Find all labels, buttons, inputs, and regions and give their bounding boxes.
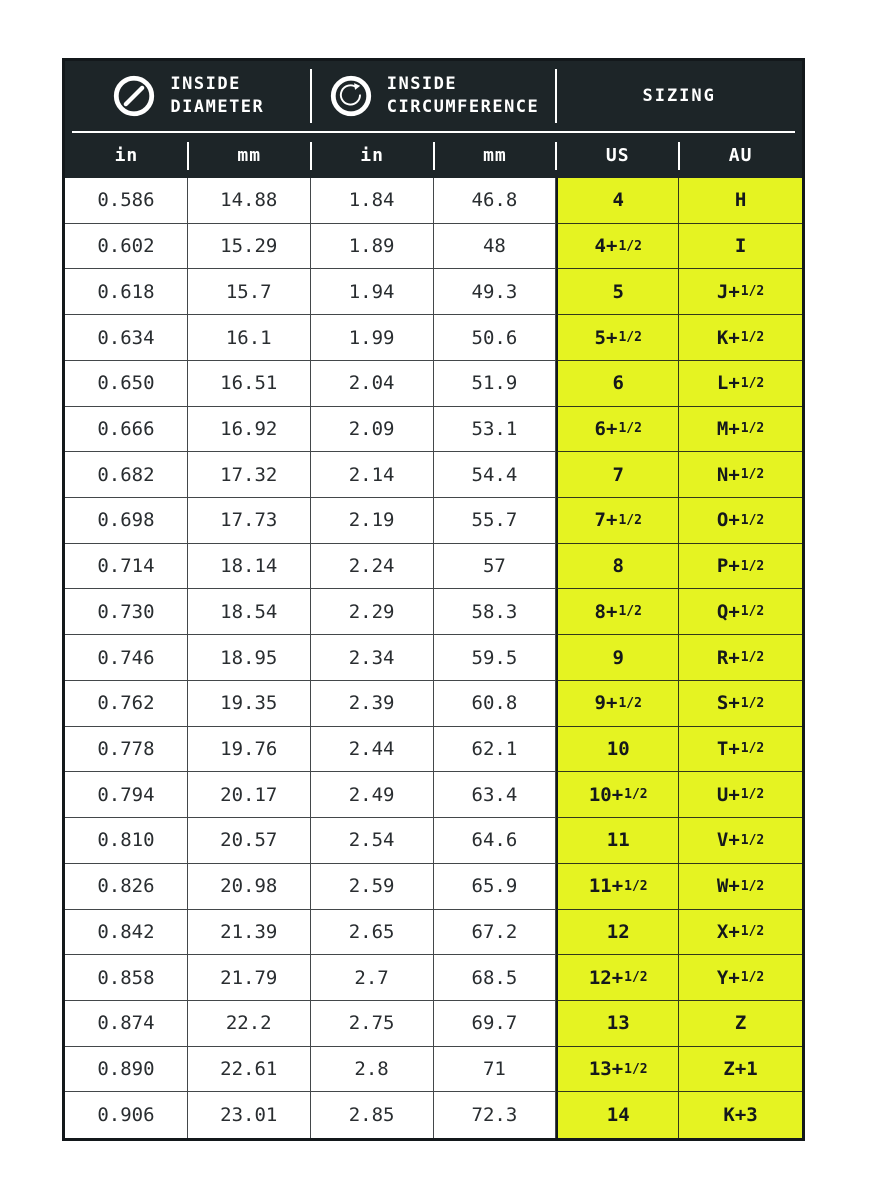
size-value: 10+ [588,783,624,806]
size-cell [556,407,679,453]
measurement-cell: 2.34 [311,635,434,681]
table-row [65,1001,802,1047]
measurement-cell: 15.29 [188,224,311,270]
measurement-cell: 55.7 [434,498,557,544]
measurement-cell: 1.84 [311,178,434,224]
measurement-cell: 2.85 [311,1092,434,1138]
size-fraction: 1/2 [740,512,765,528]
measurement-cell: 0.650 [65,361,188,407]
table-row [65,361,802,407]
size-value: Q+ [716,600,740,623]
size-cell [556,224,679,270]
size-fraction: 1/2 [740,330,765,346]
size-value: 7+ [594,509,618,532]
size-cell: 11 [556,818,679,864]
measurement-cell: 16.51 [188,361,311,407]
measurement-cell: 2.75 [311,1001,434,1047]
size-cell: 7 [556,452,679,498]
size-value: 11+ [588,875,624,898]
size-cell: 10 [556,727,679,773]
column-header-row [65,133,802,178]
measurement-cell: 20.57 [188,818,311,864]
size-value: O+ [716,509,740,532]
measurement-cell: 19.35 [188,681,311,727]
column-header-au-size: AU [679,133,802,178]
size-cell: 8 [556,544,679,590]
header-group-separator [555,69,557,123]
size-cell: Z+1 [679,1047,802,1093]
measurement-cell: 14.88 [188,178,311,224]
table-row [65,452,802,498]
measurement-cell: 17.32 [188,452,311,498]
measurement-cell: 19.76 [188,727,311,773]
header-group-inside-circumference [311,61,557,131]
size-cell: Z [679,1001,802,1047]
header-group-label [170,73,264,119]
size-fraction: 1/2 [740,650,765,666]
table-row [65,224,802,270]
measurement-cell: 0.634 [65,315,188,361]
ring-size-conversion-table [62,58,805,1141]
measurement-cell: 2.54 [311,818,434,864]
measurement-cell: 2.09 [311,407,434,453]
size-cell [556,772,679,818]
size-cell: H [679,178,802,224]
measurement-cell: 57 [434,544,557,590]
table-row [65,178,802,224]
size-fraction: 1/2 [740,284,765,300]
size-fraction: 1/2 [618,421,642,437]
table-row [65,818,802,864]
measurement-cell: 0.730 [65,589,188,635]
measurement-cell: 16.1 [188,315,311,361]
table-row [65,407,802,453]
size-value: 4+ [594,235,618,258]
table-row [65,772,802,818]
measurement-cell: 0.890 [65,1047,188,1093]
header-group-label [387,73,540,119]
size-cell: 14 [556,1092,679,1138]
size-fraction: 1/2 [740,421,765,437]
size-value: R+ [716,646,740,669]
table-row [65,864,802,910]
measurement-cell: 0.906 [65,1092,188,1138]
size-value: P+ [716,555,740,578]
size-fraction: 1/2 [740,832,765,848]
measurement-cell: 21.39 [188,910,311,956]
measurement-cell: 23.01 [188,1092,311,1138]
size-cell [556,1047,679,1093]
measurement-cell: 16.92 [188,407,311,453]
measurement-cell: 2.49 [311,772,434,818]
header-group-inside-diameter [65,61,311,131]
size-cell: 13 [556,1001,679,1047]
size-cell [679,544,802,590]
measurement-cell: 0.698 [65,498,188,544]
measurement-cell: 51.9 [434,361,557,407]
size-fraction: 1/2 [740,924,765,940]
measurement-cell: 0.858 [65,955,188,1001]
size-cell [556,315,679,361]
measurement-cell: 59.5 [434,635,557,681]
measurement-cell: 0.746 [65,635,188,681]
size-cell [679,315,802,361]
table-row [65,910,802,956]
measurement-cell: 67.2 [434,910,557,956]
table-row [65,544,802,590]
size-fraction: 1/2 [618,330,642,346]
size-value: M+ [716,417,740,440]
size-cell [679,452,802,498]
measurement-cell: 60.8 [434,681,557,727]
header-label-line2: DIAMETER [170,97,265,117]
size-fraction: 1/2 [740,970,765,986]
measurement-cell: 21.79 [188,955,311,1001]
measurement-cell: 71 [434,1047,557,1093]
column-header-diameter-in: in [114,145,139,166]
measurement-cell: 2.59 [311,864,434,910]
table-row [65,589,802,635]
header-label-line1: INSIDE [386,74,458,95]
column-header-circumference-mm: mm [434,133,557,178]
size-cell: 4 [556,178,679,224]
measurement-cell: 2.44 [311,727,434,773]
table-row [65,1092,802,1138]
size-fraction: 1/2 [740,558,765,574]
table-row [65,681,802,727]
measurement-cell: 53.1 [434,407,557,453]
size-fraction: 1/2 [740,695,765,711]
measurement-cell: 0.826 [65,864,188,910]
size-value: 8+ [594,600,618,623]
size-value: 5+ [594,326,618,349]
size-value: U+ [716,783,740,806]
header-label-sizing: SIZING [642,86,716,106]
size-value: 9+ [594,692,618,715]
size-value: L+ [716,372,740,395]
measurement-cell: 0.618 [65,269,188,315]
measurement-cell: 49.3 [434,269,557,315]
size-fraction: 1/2 [740,787,765,803]
measurement-cell: 2.39 [311,681,434,727]
measurement-cell: 2.8 [311,1047,434,1093]
measurement-cell: 0.778 [65,727,188,773]
measurement-cell: 0.762 [65,681,188,727]
size-fraction: 1/2 [740,741,765,757]
measurement-cell: 0.602 [65,224,188,270]
size-value: T+ [716,737,740,760]
header-label-line2: CIRCUMFERENCE [386,97,540,117]
size-value: 13+ [588,1058,624,1081]
measurement-cell: 0.714 [65,544,188,590]
measurement-cell: 2.19 [311,498,434,544]
size-cell [679,955,802,1001]
measurement-cell: 2.24 [311,544,434,590]
size-cell [679,361,802,407]
size-cell [679,727,802,773]
size-fraction: 1/2 [624,787,648,803]
size-cell [679,269,802,315]
table-row [65,1047,802,1093]
measurement-cell: 1.94 [311,269,434,315]
header-group-separator [310,69,312,123]
header-label-line1: INSIDE [170,74,241,95]
size-cell [679,864,802,910]
size-value: J+ [716,280,740,303]
size-fraction: 1/2 [740,467,765,483]
size-value: S+ [716,692,740,715]
measurement-cell: 2.7 [311,955,434,1001]
size-fraction: 1/2 [740,878,765,894]
size-cell [556,589,679,635]
measurement-cell: 22.2 [188,1001,311,1047]
size-fraction: 1/2 [618,604,642,620]
size-cell: 12 [556,910,679,956]
size-cell [679,589,802,635]
size-cell: I [679,224,802,270]
measurement-cell: 2.14 [311,452,434,498]
size-fraction: 1/2 [624,878,648,894]
size-cell [556,864,679,910]
measurement-cell: 62.1 [434,727,557,773]
measurement-cell: 18.54 [188,589,311,635]
size-fraction: 1/2 [740,604,765,620]
table-row [65,498,802,544]
measurement-cell: 48 [434,224,557,270]
size-cell [679,635,802,681]
measurement-cell: 63.4 [434,772,557,818]
measurement-cell: 0.586 [65,178,188,224]
measurement-cell: 2.29 [311,589,434,635]
size-fraction: 1/2 [624,970,648,986]
header-group-sizing [556,61,802,131]
measurement-cell: 68.5 [434,955,557,1001]
measurement-cell: 64.6 [434,818,557,864]
measurement-cell: 15.7 [188,269,311,315]
size-fraction: 1/2 [618,238,642,254]
measurement-cell: 54.4 [434,452,557,498]
size-cell: 6 [556,361,679,407]
measurement-cell: 0.682 [65,452,188,498]
size-cell [556,955,679,1001]
measurement-cell: 46.8 [434,178,557,224]
column-header-us-size: US [556,133,679,178]
size-cell [679,910,802,956]
size-cell [679,772,802,818]
measurement-cell: 0.666 [65,407,188,453]
measurement-cell: 72.3 [434,1092,557,1138]
size-value: K+ [716,326,740,349]
table-row [65,315,802,361]
measurement-cell: 18.95 [188,635,311,681]
measurement-cell: 1.99 [311,315,434,361]
size-fraction: 1/2 [618,512,642,528]
measurement-cell: 65.9 [434,864,557,910]
table-row [65,635,802,681]
measurement-cell: 1.89 [311,224,434,270]
column-header-diameter-mm: mm [188,133,311,178]
table-row [65,727,802,773]
size-cell [556,498,679,544]
header-group-row [65,61,802,131]
size-value: X+ [716,920,740,943]
size-cell [679,407,802,453]
size-cell [679,498,802,544]
size-cell: 5 [556,269,679,315]
measurement-cell: 2.65 [311,910,434,956]
measurement-cell: 0.874 [65,1001,188,1047]
size-fraction: 1/2 [618,695,642,711]
measurement-cell: 0.810 [65,818,188,864]
diameter-icon [111,73,157,119]
size-cell [679,818,802,864]
measurement-cell: 69.7 [434,1001,557,1047]
size-cell: K+3 [679,1092,802,1138]
table-body [65,178,802,1138]
size-value: 12+ [588,966,624,989]
size-cell: 9 [556,635,679,681]
table-row [65,269,802,315]
size-cell [679,681,802,727]
measurement-cell: 0.842 [65,910,188,956]
size-cell [556,681,679,727]
size-value: N+ [716,463,740,486]
size-value: V+ [716,829,740,852]
table-row [65,955,802,1001]
measurement-cell: 50.6 [434,315,557,361]
size-value: 6+ [594,417,618,440]
size-value: Y+ [716,966,740,989]
measurement-cell: 2.04 [311,361,434,407]
measurement-cell: 18.14 [188,544,311,590]
measurement-cell: 58.3 [434,589,557,635]
measurement-cell: 0.794 [65,772,188,818]
size-value: W+ [716,875,740,898]
table-header [65,61,802,178]
circumference-icon [328,73,374,119]
measurement-cell: 22.61 [188,1047,311,1093]
measurement-cell: 20.98 [188,864,311,910]
size-fraction: 1/2 [740,375,765,391]
measurement-cell: 17.73 [188,498,311,544]
measurement-cell: 20.17 [188,772,311,818]
column-header-circumference-in: in [311,133,434,178]
size-fraction: 1/2 [624,1061,648,1077]
